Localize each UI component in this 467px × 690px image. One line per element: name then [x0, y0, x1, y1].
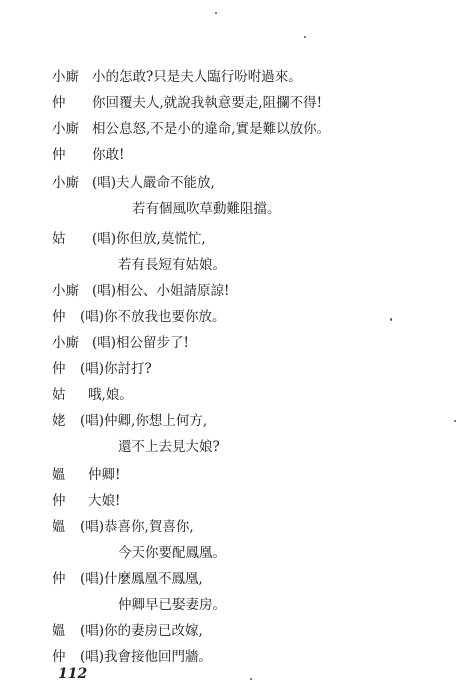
dialogue-text: 哦,娘。 [88, 387, 133, 403]
speaker-label: 小廝 [52, 175, 79, 191]
dialogue-text: (唱)什麼鳳凰不鳳凰, [80, 571, 203, 587]
speaker-label: 小廝 [52, 69, 79, 85]
dialogue-text: (唱)夫人嚴命不能放, [92, 175, 215, 191]
dialogue-text: (唱)我會接他回門牆。 [80, 649, 213, 665]
speaker-label: 姥 [52, 413, 66, 429]
speaker-label: 仲 [52, 493, 66, 509]
speaker-label: 小廝 [52, 121, 79, 137]
speaker-label: 仲 [52, 649, 66, 665]
speaker-label: 仲 [52, 571, 66, 587]
dialogue-text: (唱)你不放我也要你放。 [80, 309, 226, 325]
speaker-label: 媼 [52, 519, 66, 535]
speaker-label: 仲 [52, 95, 66, 111]
speaker-label: 小廝 [52, 283, 79, 299]
speaker-label: 媼 [52, 623, 66, 639]
dialogue-text: (唱)相公、小姐請原諒! [92, 283, 230, 299]
dialogue-text: 你敢! [92, 147, 125, 163]
dialogue-text: (唱)你但放,莫慌忙, [92, 231, 206, 247]
dialogue-text: 仲卿! [88, 467, 121, 483]
dialogue-text: (唱)你討打? [80, 361, 152, 377]
dialogue-text: 今天你要配鳳凰。 [118, 545, 226, 561]
speaker-label: 仲 [52, 309, 66, 325]
dialogue-text: (唱)仲卿,你想上何方, [80, 413, 208, 429]
speaker-label: 姑 [52, 231, 66, 247]
dialogue-text: (唱)恭喜你,賀喜你, [80, 519, 194, 535]
dialogue-text: 若有長短有姑娘。 [118, 257, 226, 273]
dialogue-text: 仲卿早已娶妻房。 [118, 597, 226, 613]
dialogue-text: (唱)你的妻房已改嫁, [80, 623, 203, 639]
dialogue-text: 還不上去見大娘? [118, 439, 220, 455]
print-speck [454, 420, 456, 422]
dialogue-text: 大娘! [88, 493, 121, 509]
speaker-label: 媼 [52, 467, 66, 483]
print-speck [250, 678, 252, 680]
dialogue-text: 你回覆夫人,就說我執意要走,阻攔不得! [92, 95, 323, 111]
print-speck [215, 12, 217, 14]
speaker-label: 仲 [52, 147, 66, 163]
speaker-label: 小廝 [52, 335, 79, 351]
dialogue-text: (唱)相公留步了! [92, 335, 189, 351]
print-speck [390, 318, 392, 321]
page-number: 112 [58, 666, 88, 682]
dialogue-text: 小的怎敢?只是夫人臨行吩咐過來。 [92, 69, 302, 85]
dialogue-text: 若有個風吹草動難阻擋。 [132, 201, 281, 217]
speaker-label: 仲 [52, 361, 66, 377]
print-speck [304, 36, 306, 38]
dialogue-text: 相公息怒,不是小的違命,實是難以放你。 [92, 121, 331, 137]
speaker-label: 姑 [52, 387, 66, 403]
